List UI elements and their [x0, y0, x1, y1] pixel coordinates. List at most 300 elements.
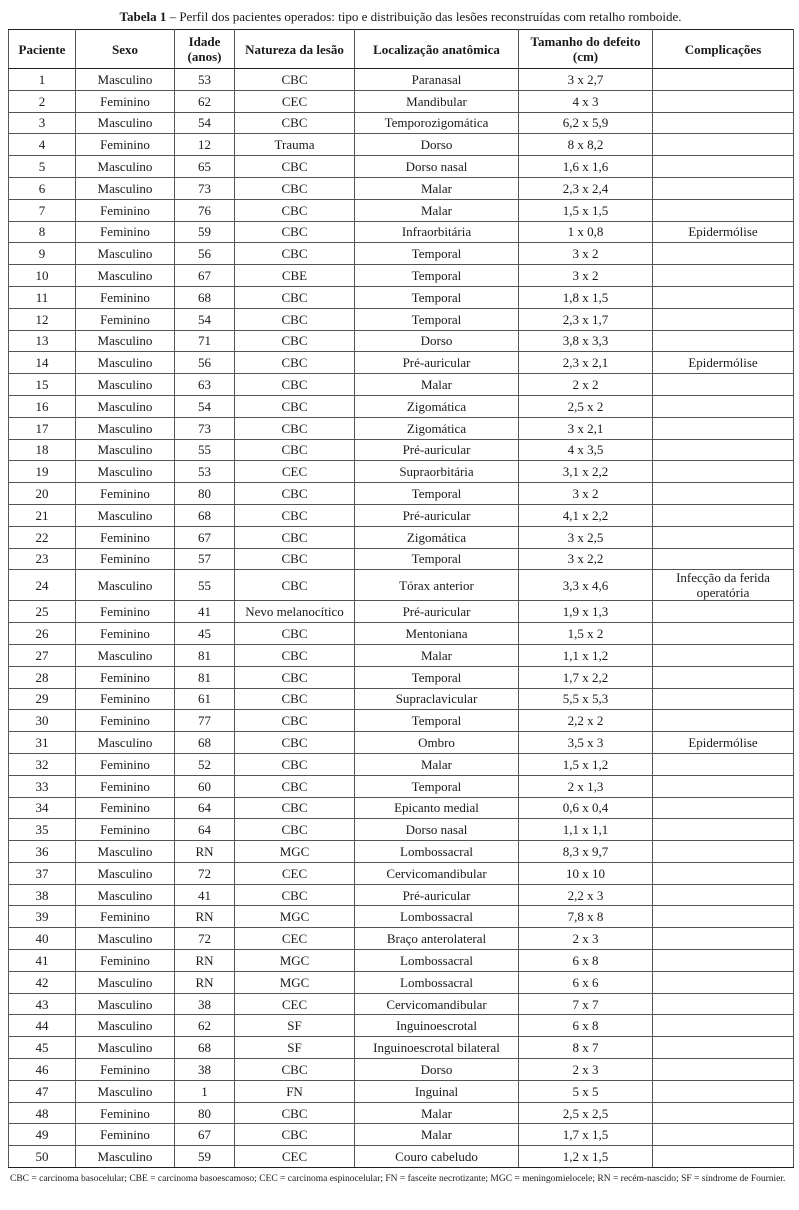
cell-localizacao: Lombossacral: [355, 906, 519, 928]
cell-sexo: Masculino: [76, 841, 175, 863]
cell-sexo: Feminino: [76, 819, 175, 841]
cell-tamanho: 1,1 x 1,1: [519, 819, 653, 841]
cell-tamanho: 3 x 2,2: [519, 548, 653, 570]
cell-sexo: Feminino: [76, 1102, 175, 1124]
cell-tamanho: 3,5 x 3: [519, 732, 653, 754]
table-row: [9, 884, 794, 906]
cell-idade: 53: [175, 69, 235, 91]
cell-idade: 64: [175, 819, 235, 841]
table-header: [9, 30, 794, 69]
cell-localizacao: Braço anterolateral: [355, 928, 519, 950]
cell-tamanho: 2,2 x 3: [519, 884, 653, 906]
cell-natureza: CBC: [235, 352, 355, 374]
cell-sexo: Feminino: [76, 666, 175, 688]
cell-complicacoes: [653, 710, 794, 732]
cell-natureza: CBC: [235, 221, 355, 243]
cell-paciente: 45: [9, 1037, 76, 1059]
cell-sexo: Masculino: [76, 504, 175, 526]
cell-tamanho: 2 x 3: [519, 1059, 653, 1081]
cell-sexo: Feminino: [76, 90, 175, 112]
cell-localizacao: Malar: [355, 644, 519, 666]
cell-idade: 81: [175, 666, 235, 688]
cell-tamanho: 1,1 x 1,2: [519, 644, 653, 666]
cell-natureza: CEC: [235, 928, 355, 950]
cell-localizacao: Tórax anterior: [355, 570, 519, 601]
cell-localizacao: Temporozigomática: [355, 112, 519, 134]
cell-natureza: CBC: [235, 417, 355, 439]
cell-idade: 55: [175, 570, 235, 601]
table-row: [9, 570, 794, 601]
cell-complicacoes: [653, 330, 794, 352]
table-row: [9, 710, 794, 732]
cell-tamanho: 3,3 x 4,6: [519, 570, 653, 601]
cell-tamanho: 1,5 x 2: [519, 623, 653, 645]
cell-natureza: CBC: [235, 395, 355, 417]
cell-idade: RN: [175, 841, 235, 863]
cell-paciente: 49: [9, 1124, 76, 1146]
cell-sexo: Feminino: [76, 1124, 175, 1146]
cell-tamanho: 4 x 3: [519, 90, 653, 112]
cell-complicacoes: [653, 417, 794, 439]
cell-paciente: 19: [9, 461, 76, 483]
cell-sexo: Masculino: [76, 243, 175, 265]
cell-localizacao: Mandibular: [355, 90, 519, 112]
cell-paciente: 33: [9, 775, 76, 797]
table-row: [9, 797, 794, 819]
cell-paciente: 15: [9, 374, 76, 396]
cell-natureza: FN: [235, 1080, 355, 1102]
cell-idade: 67: [175, 265, 235, 287]
cell-sexo: Feminino: [76, 1059, 175, 1081]
cell-sexo: Feminino: [76, 134, 175, 156]
cell-natureza: CEC: [235, 1146, 355, 1168]
table-row: [9, 950, 794, 972]
cell-tamanho: 8 x 8,2: [519, 134, 653, 156]
cell-localizacao: Lombossacral: [355, 950, 519, 972]
cell-tamanho: 8 x 7: [519, 1037, 653, 1059]
cell-complicacoes: Epidermólise: [653, 352, 794, 374]
cell-paciente: 50: [9, 1146, 76, 1168]
cell-localizacao: Temporal: [355, 243, 519, 265]
table-row: [9, 461, 794, 483]
cell-idade: 55: [175, 439, 235, 461]
cell-paciente: 12: [9, 308, 76, 330]
cell-complicacoes: [653, 134, 794, 156]
cell-idade: 61: [175, 688, 235, 710]
cell-natureza: CBC: [235, 243, 355, 265]
table-row: [9, 112, 794, 134]
table-row: [9, 395, 794, 417]
cell-complicacoes: [653, 504, 794, 526]
cell-complicacoes: [653, 1102, 794, 1124]
cell-sexo: Masculino: [76, 265, 175, 287]
cell-sexo: Feminino: [76, 548, 175, 570]
cell-paciente: 13: [9, 330, 76, 352]
cell-natureza: CBC: [235, 483, 355, 505]
cell-idade: 68: [175, 1037, 235, 1059]
cell-sexo: Feminino: [76, 308, 175, 330]
cell-paciente: 28: [9, 666, 76, 688]
caption-text: – Perfil dos pacientes operados: tipo e distribuição das lesões reconstruídas com retalho romboide.: [166, 9, 682, 24]
cell-paciente: 32: [9, 753, 76, 775]
table-caption: [8, 8, 793, 25]
cell-paciente: 11: [9, 286, 76, 308]
cell-complicacoes: [653, 548, 794, 570]
cell-idade: 68: [175, 286, 235, 308]
cell-sexo: Feminino: [76, 601, 175, 623]
cell-idade: 63: [175, 374, 235, 396]
cell-localizacao: Dorso: [355, 1059, 519, 1081]
cell-sexo: Masculino: [76, 993, 175, 1015]
cell-complicacoes: [653, 753, 794, 775]
cell-idade: 54: [175, 308, 235, 330]
cell-localizacao: Dorso: [355, 134, 519, 156]
cell-paciente: 42: [9, 971, 76, 993]
cell-natureza: CBC: [235, 666, 355, 688]
cell-complicacoes: [653, 862, 794, 884]
cell-idade: 38: [175, 1059, 235, 1081]
cell-complicacoes: [653, 928, 794, 950]
cell-idade: 57: [175, 548, 235, 570]
cell-idade: 59: [175, 221, 235, 243]
cell-sexo: Masculino: [76, 374, 175, 396]
cell-natureza: CBC: [235, 819, 355, 841]
cell-localizacao: Paranasal: [355, 69, 519, 91]
cell-natureza: Nevo melanocítico: [235, 601, 355, 623]
cell-tamanho: 5 x 5: [519, 1080, 653, 1102]
cell-natureza: CBC: [235, 775, 355, 797]
table-row: [9, 417, 794, 439]
cell-sexo: Masculino: [76, 69, 175, 91]
cell-paciente: 36: [9, 841, 76, 863]
cell-idade: 64: [175, 797, 235, 819]
cell-paciente: 34: [9, 797, 76, 819]
cell-complicacoes: [653, 666, 794, 688]
cell-idade: 62: [175, 90, 235, 112]
cell-tamanho: 8,3 x 9,7: [519, 841, 653, 863]
cell-natureza: CBC: [235, 439, 355, 461]
cell-idade: 72: [175, 862, 235, 884]
cell-localizacao: Temporal: [355, 710, 519, 732]
cell-idade: 60: [175, 775, 235, 797]
cell-complicacoes: [653, 526, 794, 548]
cell-tamanho: 2,5 x 2: [519, 395, 653, 417]
table-body: [9, 69, 794, 1168]
table-row: [9, 156, 794, 178]
cell-idade: 73: [175, 417, 235, 439]
cell-natureza: CBE: [235, 265, 355, 287]
cell-localizacao: Malar: [355, 199, 519, 221]
cell-natureza: SF: [235, 1037, 355, 1059]
cell-paciente: 21: [9, 504, 76, 526]
cell-localizacao: Lombossacral: [355, 841, 519, 863]
cell-natureza: CBC: [235, 69, 355, 91]
cell-complicacoes: [653, 644, 794, 666]
table-row: [9, 819, 794, 841]
cell-paciente: 22: [9, 526, 76, 548]
cell-tamanho: 10 x 10: [519, 862, 653, 884]
cell-paciente: 3: [9, 112, 76, 134]
column-header-paciente: Paciente: [9, 30, 76, 69]
column-header-natureza: Natureza da lesão: [235, 30, 355, 69]
cell-natureza: CBC: [235, 797, 355, 819]
cell-complicacoes: [653, 884, 794, 906]
cell-tamanho: 2 x 3: [519, 928, 653, 950]
cell-idade: 52: [175, 753, 235, 775]
cell-localizacao: Couro cabeludo: [355, 1146, 519, 1168]
table-row: [9, 352, 794, 374]
cell-paciente: 40: [9, 928, 76, 950]
cell-tamanho: 6,2 x 5,9: [519, 112, 653, 134]
table-row: [9, 548, 794, 570]
cell-natureza: MGC: [235, 971, 355, 993]
cell-tamanho: 3 x 2: [519, 243, 653, 265]
cell-complicacoes: [653, 819, 794, 841]
table-row: [9, 526, 794, 548]
cell-idade: 1: [175, 1080, 235, 1102]
cell-sexo: Masculino: [76, 1037, 175, 1059]
table-row: [9, 928, 794, 950]
cell-idade: RN: [175, 971, 235, 993]
cell-sexo: Masculino: [76, 570, 175, 601]
cell-natureza: CBC: [235, 623, 355, 645]
cell-paciente: 41: [9, 950, 76, 972]
cell-idade: 80: [175, 483, 235, 505]
cell-natureza: CBC: [235, 374, 355, 396]
cell-natureza: MGC: [235, 950, 355, 972]
cell-sexo: Feminino: [76, 286, 175, 308]
cell-paciente: 16: [9, 395, 76, 417]
cell-paciente: 6: [9, 177, 76, 199]
cell-tamanho: 3 x 2: [519, 265, 653, 287]
table-row: [9, 330, 794, 352]
cell-paciente: 35: [9, 819, 76, 841]
cell-localizacao: Malar: [355, 1124, 519, 1146]
cell-natureza: MGC: [235, 906, 355, 928]
cell-tamanho: 1,7 x 2,2: [519, 666, 653, 688]
cell-localizacao: Temporal: [355, 666, 519, 688]
cell-complicacoes: [653, 797, 794, 819]
cell-paciente: 46: [9, 1059, 76, 1081]
cell-tamanho: 2,2 x 2: [519, 710, 653, 732]
cell-paciente: 2: [9, 90, 76, 112]
cell-paciente: 5: [9, 156, 76, 178]
cell-localizacao: Lombossacral: [355, 971, 519, 993]
table-row: [9, 841, 794, 863]
cell-paciente: 47: [9, 1080, 76, 1102]
cell-complicacoes: [653, 439, 794, 461]
table-row: [9, 374, 794, 396]
cell-idade: 41: [175, 884, 235, 906]
cell-paciente: 29: [9, 688, 76, 710]
cell-natureza: CBC: [235, 1124, 355, 1146]
cell-complicacoes: [653, 623, 794, 645]
cell-sexo: Masculino: [76, 439, 175, 461]
cell-tamanho: 3 x 2: [519, 483, 653, 505]
cell-paciente: 25: [9, 601, 76, 623]
cell-natureza: CBC: [235, 286, 355, 308]
cell-paciente: 39: [9, 906, 76, 928]
cell-natureza: CBC: [235, 688, 355, 710]
cell-natureza: CBC: [235, 308, 355, 330]
table-row: [9, 601, 794, 623]
cell-paciente: 26: [9, 623, 76, 645]
cell-sexo: Feminino: [76, 199, 175, 221]
cell-complicacoes: [653, 90, 794, 112]
cell-localizacao: Zigomática: [355, 417, 519, 439]
cell-paciente: 43: [9, 993, 76, 1015]
cell-complicacoes: [653, 688, 794, 710]
cell-localizacao: Pré-auricular: [355, 884, 519, 906]
cell-localizacao: Temporal: [355, 308, 519, 330]
table-row: [9, 90, 794, 112]
cell-localizacao: Malar: [355, 177, 519, 199]
cell-paciente: 4: [9, 134, 76, 156]
column-header-complicacoes: Complicações: [653, 30, 794, 69]
caption-label: Tabela 1: [119, 9, 167, 24]
cell-localizacao: Temporal: [355, 775, 519, 797]
cell-paciente: 14: [9, 352, 76, 374]
cell-sexo: Masculino: [76, 177, 175, 199]
cell-complicacoes: [653, 1015, 794, 1037]
cell-paciente: 48: [9, 1102, 76, 1124]
cell-localizacao: Temporal: [355, 548, 519, 570]
cell-complicacoes: [653, 906, 794, 928]
cell-tamanho: 1,9 x 1,3: [519, 601, 653, 623]
table-row: [9, 1059, 794, 1081]
cell-localizacao: Temporal: [355, 483, 519, 505]
cell-paciente: 7: [9, 199, 76, 221]
table-row: [9, 862, 794, 884]
cell-natureza: CBC: [235, 644, 355, 666]
cell-tamanho: 1,5 x 1,5: [519, 199, 653, 221]
cell-sexo: Feminino: [76, 483, 175, 505]
table-row: [9, 971, 794, 993]
table-row: [9, 286, 794, 308]
cell-sexo: Feminino: [76, 221, 175, 243]
cell-natureza: CBC: [235, 570, 355, 601]
cell-idade: 81: [175, 644, 235, 666]
cell-natureza: CBC: [235, 199, 355, 221]
cell-natureza: Trauma: [235, 134, 355, 156]
cell-idade: 76: [175, 199, 235, 221]
cell-complicacoes: [653, 243, 794, 265]
cell-idade: 65: [175, 156, 235, 178]
cell-localizacao: Dorso nasal: [355, 819, 519, 841]
cell-tamanho: 1,2 x 1,5: [519, 1146, 653, 1168]
cell-localizacao: Zigomática: [355, 395, 519, 417]
cell-tamanho: 2,3 x 2,4: [519, 177, 653, 199]
cell-idade: 71: [175, 330, 235, 352]
cell-tamanho: 3,1 x 2,2: [519, 461, 653, 483]
cell-idade: 67: [175, 526, 235, 548]
cell-tamanho: 4,1 x 2,2: [519, 504, 653, 526]
table-row: [9, 483, 794, 505]
table-row: [9, 1146, 794, 1168]
cell-localizacao: Pré-auricular: [355, 601, 519, 623]
patients-table: [8, 29, 794, 1168]
cell-localizacao: Malar: [355, 1102, 519, 1124]
table-row: [9, 1015, 794, 1037]
cell-localizacao: Pré-auricular: [355, 439, 519, 461]
cell-idade: 68: [175, 504, 235, 526]
cell-tamanho: 3,8 x 3,3: [519, 330, 653, 352]
cell-paciente: 9: [9, 243, 76, 265]
table-row: [9, 753, 794, 775]
cell-sexo: Masculino: [76, 417, 175, 439]
cell-idade: 77: [175, 710, 235, 732]
cell-sexo: Masculino: [76, 352, 175, 374]
cell-complicacoes: [653, 950, 794, 972]
cell-sexo: Masculino: [76, 330, 175, 352]
cell-natureza: MGC: [235, 841, 355, 863]
cell-sexo: Masculino: [76, 971, 175, 993]
cell-sexo: Masculino: [76, 461, 175, 483]
cell-tamanho: 0,6 x 0,4: [519, 797, 653, 819]
cell-sexo: Masculino: [76, 928, 175, 950]
cell-paciente: 20: [9, 483, 76, 505]
cell-complicacoes: [653, 993, 794, 1015]
table-row: [9, 623, 794, 645]
cell-tamanho: 3 x 2,5: [519, 526, 653, 548]
cell-tamanho: 1,5 x 1,2: [519, 753, 653, 775]
cell-sexo: Feminino: [76, 526, 175, 548]
cell-localizacao: Cervicomandibular: [355, 993, 519, 1015]
table-row: [9, 688, 794, 710]
cell-paciente: 24: [9, 570, 76, 601]
cell-natureza: CBC: [235, 504, 355, 526]
cell-natureza: CEC: [235, 461, 355, 483]
cell-natureza: CBC: [235, 1102, 355, 1124]
cell-complicacoes: Epidermólise: [653, 732, 794, 754]
cell-idade: 41: [175, 601, 235, 623]
cell-tamanho: 6 x 8: [519, 950, 653, 972]
cell-paciente: 1: [9, 69, 76, 91]
cell-sexo: Masculino: [76, 1080, 175, 1102]
cell-tamanho: 2,5 x 2,5: [519, 1102, 653, 1124]
cell-complicacoes: [653, 374, 794, 396]
cell-complicacoes: [653, 199, 794, 221]
cell-paciente: 23: [9, 548, 76, 570]
cell-tamanho: 3 x 2,7: [519, 69, 653, 91]
cell-idade: 12: [175, 134, 235, 156]
cell-natureza: CBC: [235, 732, 355, 754]
cell-sexo: Feminino: [76, 906, 175, 928]
cell-localizacao: Infraorbitária: [355, 221, 519, 243]
cell-paciente: 31: [9, 732, 76, 754]
cell-natureza: CBC: [235, 1059, 355, 1081]
cell-complicacoes: Epidermólise: [653, 221, 794, 243]
cell-sexo: Feminino: [76, 775, 175, 797]
column-header-localizacao: Localização anatômica: [355, 30, 519, 69]
cell-complicacoes: [653, 308, 794, 330]
cell-sexo: Masculino: [76, 732, 175, 754]
cell-complicacoes: [653, 395, 794, 417]
cell-natureza: CBC: [235, 330, 355, 352]
cell-paciente: 30: [9, 710, 76, 732]
cell-localizacao: Supraclavicular: [355, 688, 519, 710]
cell-idade: 72: [175, 928, 235, 950]
column-header-tamanho: Tamanho do defeito (cm): [519, 30, 653, 69]
cell-sexo: Masculino: [76, 884, 175, 906]
table-row: [9, 177, 794, 199]
table-row: [9, 308, 794, 330]
cell-tamanho: 1,7 x 1,5: [519, 1124, 653, 1146]
cell-idade: 73: [175, 177, 235, 199]
cell-complicacoes: [653, 461, 794, 483]
table-row: [9, 69, 794, 91]
cell-natureza: CBC: [235, 526, 355, 548]
